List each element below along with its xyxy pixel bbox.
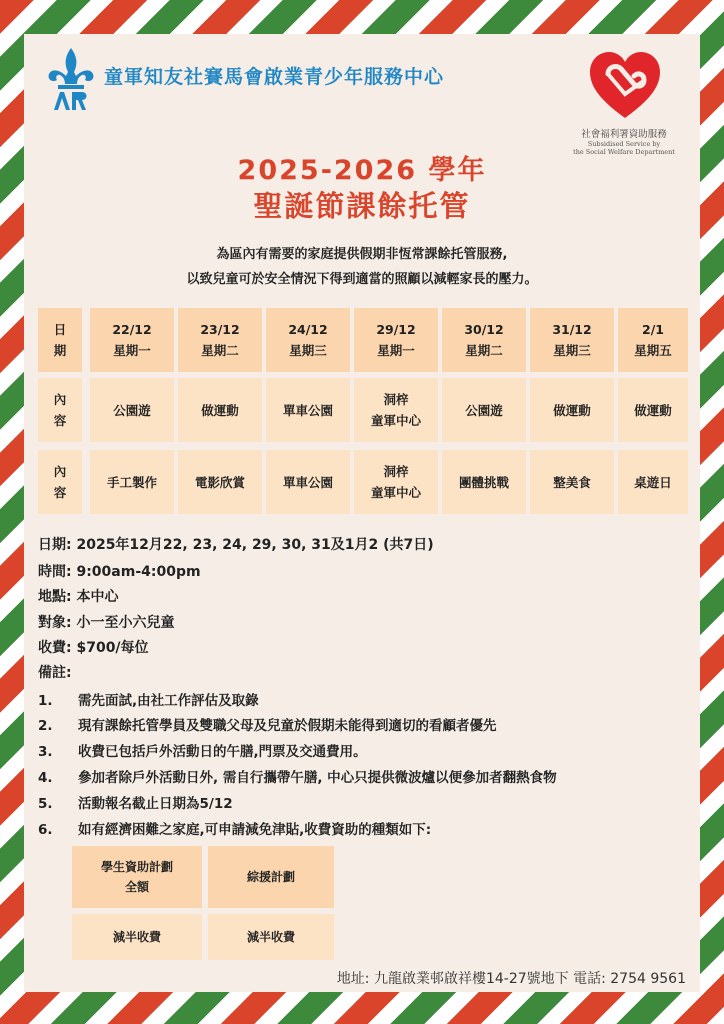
schedule-activity: 團體挑戰	[458, 474, 509, 490]
schedule-activity-cell	[354, 378, 438, 442]
schedule-activity-cell	[266, 450, 350, 514]
schedule-activity-cell	[266, 378, 350, 442]
note-text: 收費已包括戶外活動日的午膳,門票及交通費用。	[78, 744, 367, 760]
schedule-activity: 公園遊	[465, 402, 503, 418]
swd-label-english-line2: the Social Welfare Department	[573, 148, 675, 156]
title-programme: 聖誕節課餘托管	[253, 189, 471, 223]
subsidy-result-text: 減半收費	[112, 930, 161, 944]
info-time: 時間: 9:00am-4:00pm	[38, 564, 201, 580]
subsidy-result-half-fee	[72, 914, 202, 960]
subsidy-scheme-level: 全額	[124, 880, 149, 894]
schedule-activity-cell	[618, 378, 688, 442]
subsidy-scheme-student-aid	[72, 846, 202, 908]
swd-heart-logo	[586, 48, 664, 120]
label-char: 內	[53, 464, 67, 479]
schedule-activity: 做運動	[634, 402, 672, 418]
schedule-activity-cell	[530, 450, 614, 514]
schedule-activity-cell	[90, 378, 174, 442]
schedule-content-label	[38, 450, 82, 514]
label-char: 日	[53, 322, 67, 337]
schedule-activity: 整美食	[553, 474, 591, 490]
label-char: 容	[53, 485, 67, 500]
schedule-weekday: 星期三	[553, 343, 591, 358]
swd-label-english-line1: Subsidised Service by	[587, 140, 661, 148]
schedule-activity: 洞梓	[383, 464, 409, 479]
note-number: 4.	[38, 770, 53, 786]
intro-line-2: 以致兒童可於安全情況下得到適當的照顧以減輕家長的壓力。	[186, 272, 538, 287]
schedule-date-cell	[354, 308, 438, 372]
schedule-date: 24/12	[288, 322, 328, 337]
note-text: 現有課餘托管學員及雙職父母及兒童於假期未能得到適切的看顧者優先	[78, 718, 497, 734]
label-char: 容	[53, 413, 67, 428]
schedule-date: 29/12	[376, 322, 416, 337]
schedule-date-cell	[178, 308, 262, 372]
subsidy-scheme-cssa	[208, 846, 334, 908]
info-venue: 地點: 本中心	[38, 589, 119, 605]
schedule-activity: 電影欣賞	[194, 474, 245, 490]
schedule-activity-cell	[354, 450, 438, 514]
note-number: 3.	[38, 744, 53, 760]
subsidy-scheme-name: 學生資助計劃	[100, 860, 173, 874]
schedule-date-cell	[618, 308, 688, 372]
note-text: 如有經濟困難之家庭,可申請減免津貼,收費資助的種類如下:	[78, 822, 432, 838]
schedule-activity: 單車公園	[282, 402, 333, 418]
info-fee: 收費: $700/每位	[38, 640, 149, 656]
schedule-activity: 童軍中心	[370, 413, 421, 428]
schedule-activity-cell	[178, 378, 262, 442]
schedule-activity-cell	[618, 450, 688, 514]
schedule-date: 23/12	[200, 322, 240, 337]
info-date: 日期: 2025年12月22, 23, 24, 29, 30, 31及1月2 (共7日)	[38, 537, 434, 553]
footer-address-phone: 地址: 九龍啟業邨啟祥樓14-27號地下 電話: 2754 9561	[336, 971, 686, 987]
note-item	[38, 792, 233, 812]
intro-line-1: 為區內有需要的家庭提供假期非恆常課餘托管服務,	[216, 247, 508, 262]
note-item	[38, 818, 431, 838]
schedule-activity: 公園遊	[113, 402, 151, 418]
schedule-weekday: 星期三	[289, 343, 327, 358]
info-target: 對象: 小一至小六兒童	[38, 615, 175, 631]
schedule-activity-cell	[442, 450, 526, 514]
note-item	[38, 740, 367, 760]
schedule-activity-cell	[442, 378, 526, 442]
info-remarks-label: 備註:	[38, 665, 72, 681]
note-number: 2.	[38, 718, 53, 734]
note-number: 6.	[38, 822, 53, 838]
swd-label-chinese: 社會福利署資助服務	[581, 129, 667, 140]
schedule-weekday: 星期一	[113, 343, 151, 358]
label-char: 期	[53, 343, 67, 358]
schedule-date-cell	[266, 308, 350, 372]
scout-fleur-de-lis-logo	[46, 46, 96, 112]
note-number: 1.	[38, 693, 53, 709]
schedule-activity: 手工製作	[106, 474, 157, 490]
subsidy-scheme-name: 綜援計劃	[246, 870, 295, 884]
schedule-date: 2/1	[642, 322, 664, 337]
title-year: 2025-2026 學年	[237, 155, 487, 186]
schedule-weekday: 星期二	[201, 343, 239, 358]
note-text: 需先面試,由社工作評估及取錄	[78, 693, 259, 709]
schedule-date-cell	[530, 308, 614, 372]
schedule-activity: 做運動	[553, 402, 591, 418]
schedule-date-label	[38, 308, 82, 372]
schedule-activity-cell	[90, 450, 174, 514]
schedule-activity-cell	[530, 378, 614, 442]
schedule-date: 22/12	[112, 322, 152, 337]
schedule-activity: 單車公園	[282, 474, 333, 490]
note-text: 參加者除戶外活動日外, 需自行攜帶午膳, 中心只提供微波爐以便參加者翻熱食物	[78, 770, 557, 786]
schedule-activity: 桌遊日	[634, 474, 672, 490]
note-item	[38, 714, 497, 734]
note-number: 5.	[38, 796, 53, 812]
note-item	[38, 689, 259, 709]
note-item	[38, 766, 557, 786]
label-char: 內	[53, 392, 67, 407]
schedule-content-label	[38, 378, 82, 442]
schedule-weekday: 星期五	[634, 343, 672, 358]
subsidy-result-half-fee	[208, 914, 334, 960]
schedule-date: 31/12	[552, 322, 592, 337]
schedule-activity-cell	[178, 450, 262, 514]
schedule-weekday: 星期一	[377, 343, 415, 358]
note-text: 活動報名截止日期為5/12	[78, 796, 233, 812]
schedule-weekday: 星期二	[465, 343, 503, 358]
schedule-activity: 做運動	[201, 402, 239, 418]
schedule-activity: 童軍中心	[370, 485, 421, 500]
organisation-name: 童軍知友社賽馬會啟業青少年服務中心	[104, 66, 445, 88]
schedule-date-cell	[90, 308, 174, 372]
schedule-date-cell	[442, 308, 526, 372]
subsidy-result-text: 減半收費	[246, 930, 295, 944]
schedule-activity: 洞梓	[383, 392, 409, 407]
schedule-date: 30/12	[464, 322, 504, 337]
